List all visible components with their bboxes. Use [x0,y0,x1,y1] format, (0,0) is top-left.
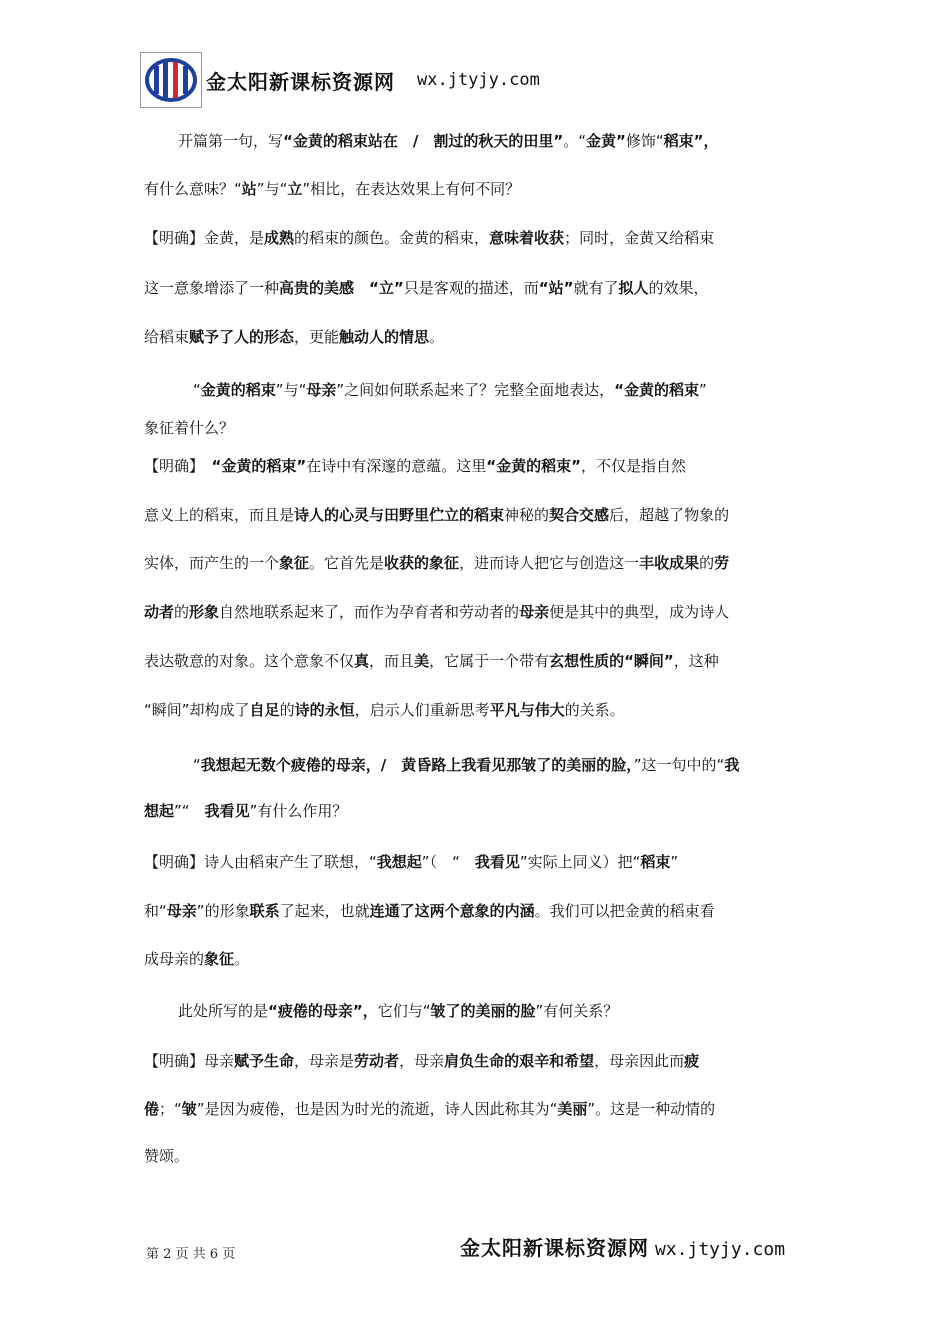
bold-text: 赋予生命 [234,1052,295,1070]
bold-text: 玄想性质的“瞬间” [549,652,674,670]
plain-text: ，而且 [369,652,415,670]
site-name: 金太阳新课标资源网 [206,69,395,94]
bold-text: “站” [538,279,574,297]
plain-text: 给稻束 [144,328,190,346]
bold-text: 成熟 [264,229,295,247]
footer-site-url: wx.jtyjy.com [655,1239,786,1260]
plain-text: 它们与“ [377,1002,431,1020]
bold-text: “立” [369,279,404,297]
bold-text: “金黄的稻束” [486,457,581,475]
text-line [144,603,808,622]
bold-text: 我 [724,756,740,774]
bold-text: “疲倦的母亲”， [268,1002,378,1020]
plain-text: 象征着什么？ [144,419,235,437]
plain-text: ”与“ [256,180,288,198]
text-line [144,506,808,525]
bold-text: 联系 [249,902,280,920]
bold-text: 劳动者 [354,1052,400,1070]
plain-text: 【明确】母亲 [144,1052,235,1070]
text-line [144,457,808,476]
text-line [144,756,842,775]
bold-text: 稻束 [640,853,671,871]
plain-text: 的效果， [648,279,709,297]
bold-text: 丰收成果 [639,554,700,572]
page-header [140,52,540,108]
bold-text: 皱 [181,1100,197,1118]
text-line [144,1147,808,1166]
bold-text: 动者 [144,603,175,621]
site-logo [140,52,202,108]
bold-text: 皱了的美丽的脸 [430,1002,536,1020]
text-line [144,381,842,400]
plain-text: 只是客观的描述，而 [403,279,539,297]
plain-text: ”是因为疲倦，也是因为时光的流逝，诗人因此称其为“ [196,1100,558,1118]
plain-text: 赞颂。 [144,1147,190,1165]
bold-text: 拟人 [618,279,649,297]
text-line [144,1002,842,1021]
plain-text: 和“ [144,902,167,920]
plain-text: 的关系。 [564,701,625,719]
plain-text: ”与“ [275,381,307,399]
bold-text: 诗人的心灵与田野里伫立的稻束 [294,506,505,524]
bold-text: 站 [241,180,257,198]
bold-text: 我想起无数个疲倦的母亲，/ 黄昏路上我看见那皱了的美丽的脸， [200,756,634,774]
bold-text: 高贵的美感 [279,279,355,297]
plain-text: 了起来，也就 [279,902,370,920]
plain-text: 表达敬意的对象。这个意象不仅 [144,652,355,670]
plain-text: ，不仅是指自然 [580,457,686,475]
plain-text: ”（ “ [421,853,475,871]
plain-text: 便是其中的典型，成为诗人 [549,603,730,621]
bold-text: 收获的象征 [384,554,460,572]
bold-text: 契合交感 [549,506,610,524]
text-line [144,132,842,151]
plain-text: ” [670,853,679,871]
plain-text: 开篇第一句，写 [178,132,284,150]
text-line [144,652,808,671]
plain-text: ；“ [159,1100,182,1118]
plain-text: 意义上的稻束，而且是 [144,506,295,524]
plain-text: ，更能 [294,328,340,346]
plain-text: 神秘的 [504,506,550,524]
plain-text: ，启示人们重新思考 [354,701,490,719]
bold-text: 母亲 [519,603,550,621]
plain-text: 自然地联系起来了，而作为孕育者和劳动者的 [219,603,520,621]
bold-text: 疲 [684,1052,700,1070]
plain-text: 就有了 [573,279,619,297]
bold-text: “金黄的稻束站在 / 割过的秋天的田里” [283,132,564,150]
bold-text: 我看见 [474,853,520,871]
bold-text: 肩负生命的艰辛和希望 [444,1052,595,1070]
plain-text [354,279,369,297]
bold-text: 触动人的情思 [339,328,430,346]
plain-text: 【明确】金黄，是 [144,229,265,247]
bold-text: 劳 [714,554,730,572]
page-number: 第 2 页 共 6 页 [146,1247,236,1262]
plain-text: ，母亲 [399,1052,445,1070]
site-url: wx.jtyjy.com [417,70,540,90]
bold-text: 我看见 [204,802,250,820]
logo-icon [145,58,197,102]
text-line [144,229,808,248]
plain-text: 。 [234,950,250,968]
plain-text: ，进而诗人把它与创造这一 [459,554,640,572]
text-line [144,802,808,821]
text-line [144,1100,808,1119]
bold-text: 意味着收获 [489,229,565,247]
plain-text: ”之间如何联系起来了？完整全面地表达， [336,381,615,399]
plain-text: ”有何关系？ [535,1002,619,1020]
plain-text: ，母亲是 [294,1052,355,1070]
plain-text: ”相比，在表达效果上有何不同？ [302,180,521,198]
bold-text: 稻束”， [663,132,719,150]
bold-text: 立 [287,180,303,198]
plain-text: 的 [174,603,190,621]
plain-text: ”这一句中的“ [633,756,725,774]
plain-text: 这一意象增添了一种 [144,279,280,297]
plain-text: ，母亲因此而 [594,1052,685,1070]
plain-text: 的稻束的颜色。金黄的稻束， [294,229,490,247]
plain-text: 在诗中有深邃的意蕴。这里 [306,457,487,475]
plain-text: ，它属于一个带有 [429,652,550,670]
plain-text: 。 [429,328,445,346]
bold-text: 倦 [144,1100,160,1118]
plain-text: ”有什么作用？ [249,802,348,820]
bold-text: 象征 [279,554,310,572]
plain-text: 后，超越了物象的 [609,506,730,524]
bold-text: 诗的永恒 [294,701,355,719]
plain-text: 修饰“ [625,132,664,150]
footer-site [460,1232,785,1261]
plain-text: 的 [699,554,715,572]
bold-text: “金黄的稻束 [614,381,699,399]
plain-text: ”“ [174,802,205,820]
plain-text: ；同时，金黄又给稻束 [564,229,715,247]
plain-text: 有什么意味？“ [144,180,242,198]
bold-text: 连通了这两个意象的内涵 [369,902,535,920]
text-line [144,328,808,347]
text-line [144,279,808,298]
plain-text: ”。这是一种动情的 [587,1100,716,1118]
bold-text: 金黄的稻束 [200,381,276,399]
bold-text: 象征 [204,950,235,968]
text-line [144,853,808,872]
plain-text: “ [178,381,201,399]
text-line [144,419,808,438]
bold-text: 我想起 [376,853,422,871]
text-line [144,554,808,573]
plain-text: 【明确】 [144,457,212,475]
bold-text: 自足 [249,701,280,719]
plain-text: ，这种 [673,652,719,670]
bold-text: “金黄的稻束” [211,457,307,475]
text-line [144,180,808,199]
footer-site-name: 金太阳新课标资源网 [460,1236,649,1260]
bold-text: 真 [354,652,370,670]
plain-text: 【明确】诗人由稻束产生了联想，“ [144,853,377,871]
plain-text: “ [178,756,201,774]
bold-text: 母亲 [306,381,337,399]
text-line [144,701,808,720]
bold-text: 美 [414,652,430,670]
plain-text: 。“ [563,132,586,150]
plain-text: ” [699,381,707,399]
text-line [144,1052,808,1071]
plain-text: ”的形象 [196,902,250,920]
bold-text: 赋予了人的形态 [189,328,295,346]
plain-text: “瞬间”却构成了 [144,701,250,719]
plain-text: 实体，而产生的一个 [144,554,280,572]
plain-text: 。它首先是 [309,554,385,572]
plain-text: ”实际上同义）把“ [519,853,641,871]
bold-text: 形象 [189,603,220,621]
text-line [144,950,808,969]
bold-text: 母亲 [166,902,197,920]
plain-text: 成母亲的 [144,950,205,968]
plain-text: 此处所写的是 [178,1002,269,1020]
text-line [144,902,808,921]
bold-text: 美丽 [557,1100,588,1118]
bold-text: 想起 [144,802,175,820]
bold-text: 金黄” [586,132,626,150]
plain-text: 。我们可以把金黄的稻束看 [534,902,715,920]
plain-text: 的 [279,701,295,719]
bold-text: 平凡与伟大 [489,701,565,719]
